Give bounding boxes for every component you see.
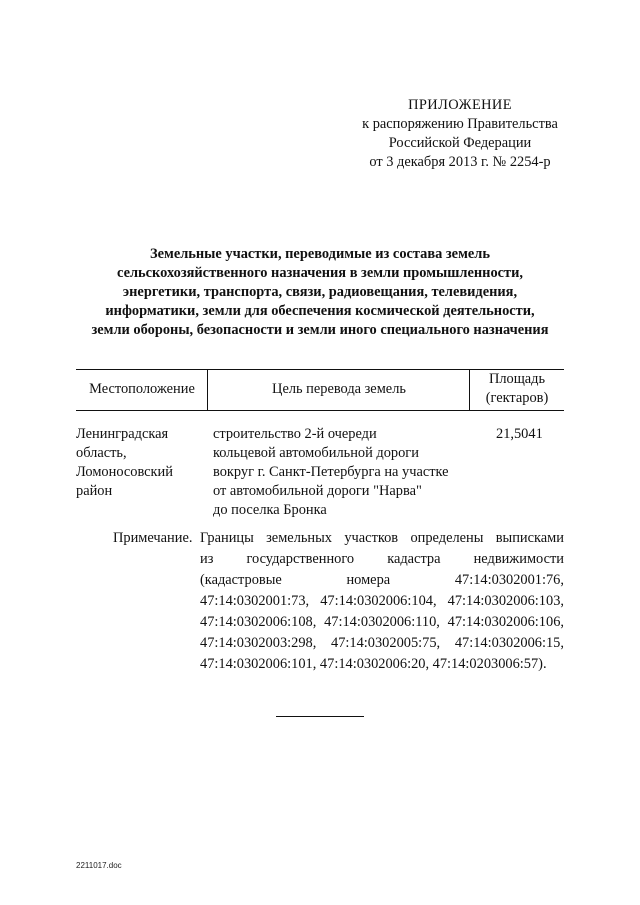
note-label: Примечание. bbox=[113, 530, 193, 546]
column-divider bbox=[469, 370, 470, 410]
note-word: из bbox=[200, 551, 214, 567]
purpose-line: кольцевой автомобильной дороги bbox=[213, 445, 419, 461]
note-body bbox=[200, 528, 564, 675]
purpose-line: строительство 2-й очереди bbox=[213, 426, 377, 442]
note-word: определены bbox=[410, 530, 484, 546]
heading-line: энергетики, транспорта, связи, радиовещания, телевидения, bbox=[122, 284, 518, 300]
note-line bbox=[200, 591, 564, 612]
appendix-line-1: к распоряжению Правительства bbox=[362, 116, 558, 132]
purpose-line: до поселка Бронка bbox=[213, 502, 327, 518]
purpose-line: от автомобильной дороги "Нарва" bbox=[213, 483, 422, 499]
appendix-title: ПРИЛОЖЕНИЕ bbox=[408, 97, 512, 113]
appendix-block bbox=[320, 96, 600, 172]
row-location-cell bbox=[76, 425, 173, 501]
note-line bbox=[200, 654, 564, 675]
note-line bbox=[200, 612, 564, 633]
heading-line: Земельные участки, переводимые из состава земель bbox=[150, 246, 490, 262]
cadastral-number: 47:14:0302005:75, bbox=[331, 635, 441, 651]
column-divider bbox=[207, 370, 208, 410]
heading-line: земли обороны, безопасности и земли иного специального назначения bbox=[91, 322, 549, 338]
note-line bbox=[200, 570, 564, 591]
appendix-line-2: Российской Федерации bbox=[388, 135, 532, 151]
location-line: Ломоносовский bbox=[76, 464, 173, 480]
cadastral-number: 47:14:0302006:106, bbox=[447, 614, 564, 630]
note-line bbox=[200, 549, 564, 570]
note-word: земельных bbox=[266, 530, 333, 546]
column-header-location: Местоположение bbox=[89, 381, 195, 397]
heading-line: информатики, земли для обеспечения космической деятельности, bbox=[105, 303, 535, 319]
column-header-purpose: Цель перевода земель bbox=[272, 381, 406, 397]
purpose-line: вокруг г. Санкт-Петербурга на участке bbox=[213, 464, 449, 480]
table-header-rule bbox=[76, 410, 564, 411]
note-word: Границы bbox=[200, 530, 254, 546]
row-area-cell: 21,5041 bbox=[496, 426, 543, 442]
row-purpose-cell bbox=[213, 425, 449, 520]
note-line bbox=[200, 633, 564, 654]
document-file-code: 2211017.doc bbox=[76, 861, 122, 870]
appendix-line-3: от 3 декабря 2013 г. № 2254-р bbox=[369, 154, 551, 170]
cadastral-number: 47:14:0302006:104, bbox=[320, 593, 437, 609]
note-word: недвижимости bbox=[473, 551, 564, 567]
note-word: государственного bbox=[246, 551, 355, 567]
cadastral-number: 47:14:0302006:103, bbox=[447, 593, 564, 609]
location-line: область, bbox=[76, 445, 127, 461]
end-divider bbox=[276, 716, 364, 717]
note-word: участков bbox=[344, 530, 399, 546]
note-word: номера bbox=[346, 572, 391, 588]
cadastral-number: 47:14:0302003:298, bbox=[200, 635, 317, 651]
note-word: (кадастровые bbox=[200, 572, 282, 588]
document-heading bbox=[70, 245, 570, 340]
note-word: выписками bbox=[495, 530, 564, 546]
cadastral-numbers-last-line: 47:14:0302006:101, 47:14:0302006:20, 47:14:0203006:57). bbox=[200, 656, 547, 672]
column-header-area-line-2: (гектаров) bbox=[485, 390, 549, 406]
column-header-area-line-1: Площадь bbox=[488, 371, 546, 387]
cadastral-number: 47:14:0302001:73, bbox=[200, 593, 310, 609]
location-line: Ленинградская bbox=[76, 426, 169, 442]
cadastral-number: 47:14:0302006:108, bbox=[200, 614, 317, 630]
cadastral-number: 47:14:0302006:15, bbox=[454, 635, 564, 651]
note-line bbox=[200, 528, 564, 549]
column-header-area bbox=[472, 370, 562, 408]
note-word: 47:14:0302001:76, bbox=[454, 572, 564, 588]
note-word: кадастра bbox=[387, 551, 441, 567]
cadastral-number: 47:14:0302006:110, bbox=[324, 614, 440, 630]
heading-line: сельскохозяйственного назначения в земли промышленности, bbox=[117, 265, 523, 281]
location-line: район bbox=[76, 483, 113, 499]
